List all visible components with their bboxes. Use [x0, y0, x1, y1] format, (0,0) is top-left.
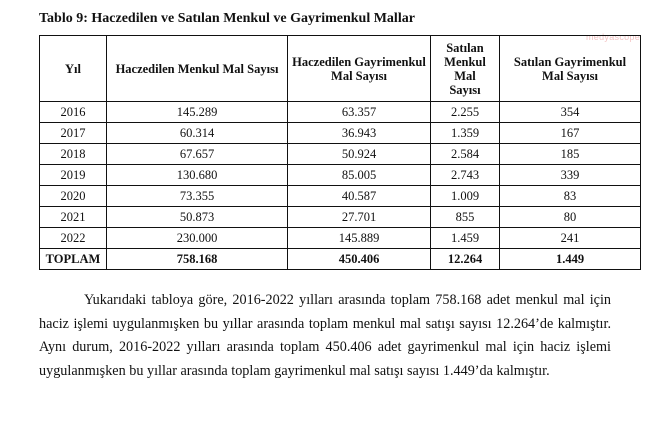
- cell-seized-immovable: 145.889: [288, 228, 431, 249]
- cell-sold-movable: 1.459: [431, 228, 500, 249]
- watermark-logo: medyascope: [586, 32, 641, 42]
- cell-year: 2022: [40, 228, 107, 249]
- table-row: [40, 144, 641, 165]
- cell-sold-movable: 1.009: [431, 186, 500, 207]
- cell-seized-movable: 73.355: [107, 186, 288, 207]
- table-row: [40, 207, 641, 228]
- total-label: TOPLAM: [40, 249, 107, 270]
- cell-seized-movable: 230.000: [107, 228, 288, 249]
- header-seized-immovable: Haczedilen Gayrimenkul Mal Sayısı: [288, 36, 431, 102]
- cell-seized-movable: 130.680: [107, 165, 288, 186]
- cell-seized-immovable: 63.357: [288, 102, 431, 123]
- cell-seized-immovable: 40.587: [288, 186, 431, 207]
- cell-year: 2019: [40, 165, 107, 186]
- cell-sold-immovable: 241: [500, 228, 641, 249]
- header-row: [40, 36, 641, 102]
- header-seized-movable: Haczedilen Menkul Mal Sayısı: [107, 36, 288, 102]
- cell-year: 2018: [40, 144, 107, 165]
- total-sold-movable: 12.264: [431, 249, 500, 270]
- cell-seized-movable: 50.873: [107, 207, 288, 228]
- cell-sold-immovable: 185: [500, 144, 641, 165]
- cell-year: 2016: [40, 102, 107, 123]
- cell-year: 2021: [40, 207, 107, 228]
- cell-seized-immovable: 27.701: [288, 207, 431, 228]
- cell-sold-movable: 1.359: [431, 123, 500, 144]
- table-row: [40, 165, 641, 186]
- table-row: [40, 186, 641, 207]
- cell-sold-immovable: 167: [500, 123, 641, 144]
- cell-sold-movable: 855: [431, 207, 500, 228]
- paragraph-text: Yukarıdaki tabloya göre, 2016-2022 yılları arasında toplam 758.168 adet menkul mal için haciz işlemi uygulanmışken bu yıllar arasında toplam menkul mal satışı sayısı 12.264’de kalmıştır. Aynı durum, 2016-2022 yılları arasında toplam 450.406 adet gayrimenkul mal için haciz işlemi uygulanmışken bu yıllar arasında toplam gayrimenkul mal satışı sayısı 1.449’da kalmıştır.: [39, 292, 611, 379]
- cell-seized-movable: 145.289: [107, 102, 288, 123]
- cell-sold-movable: 2.255: [431, 102, 500, 123]
- cell-year: 2020: [40, 186, 107, 207]
- total-seized-immovable: 450.406: [288, 249, 431, 270]
- header-sold-immovable: Satılan Gayrimenkul Mal Sayısı: [500, 36, 641, 102]
- total-sold-immovable: 1.449: [500, 249, 641, 270]
- header-sold-movable: Satılan Menkul Mal Sayısı: [431, 36, 500, 102]
- total-row: [40, 249, 641, 270]
- table-row: [40, 228, 641, 249]
- cell-year: 2017: [40, 123, 107, 144]
- table-caption: Tablo 9: Haczedilen ve Satılan Menkul ve Gayrimenkul Mallar: [39, 11, 415, 26]
- table-row: [40, 102, 641, 123]
- header-year: Yıl: [40, 36, 107, 102]
- cell-sold-immovable: 339: [500, 165, 641, 186]
- cell-sold-movable: 2.743: [431, 165, 500, 186]
- cell-seized-immovable: 50.924: [288, 144, 431, 165]
- cell-seized-movable: 67.657: [107, 144, 288, 165]
- body-paragraph: [39, 289, 611, 383]
- cell-seized-immovable: 36.943: [288, 123, 431, 144]
- cell-seized-movable: 60.314: [107, 123, 288, 144]
- cell-sold-immovable: 354: [500, 102, 641, 123]
- cell-seized-immovable: 85.005: [288, 165, 431, 186]
- cell-sold-immovable: 83: [500, 186, 641, 207]
- table-row: [40, 123, 641, 144]
- cell-sold-movable: 2.584: [431, 144, 500, 165]
- cell-sold-immovable: 80: [500, 207, 641, 228]
- total-seized-movable: 758.168: [107, 249, 288, 270]
- data-table: [39, 35, 641, 270]
